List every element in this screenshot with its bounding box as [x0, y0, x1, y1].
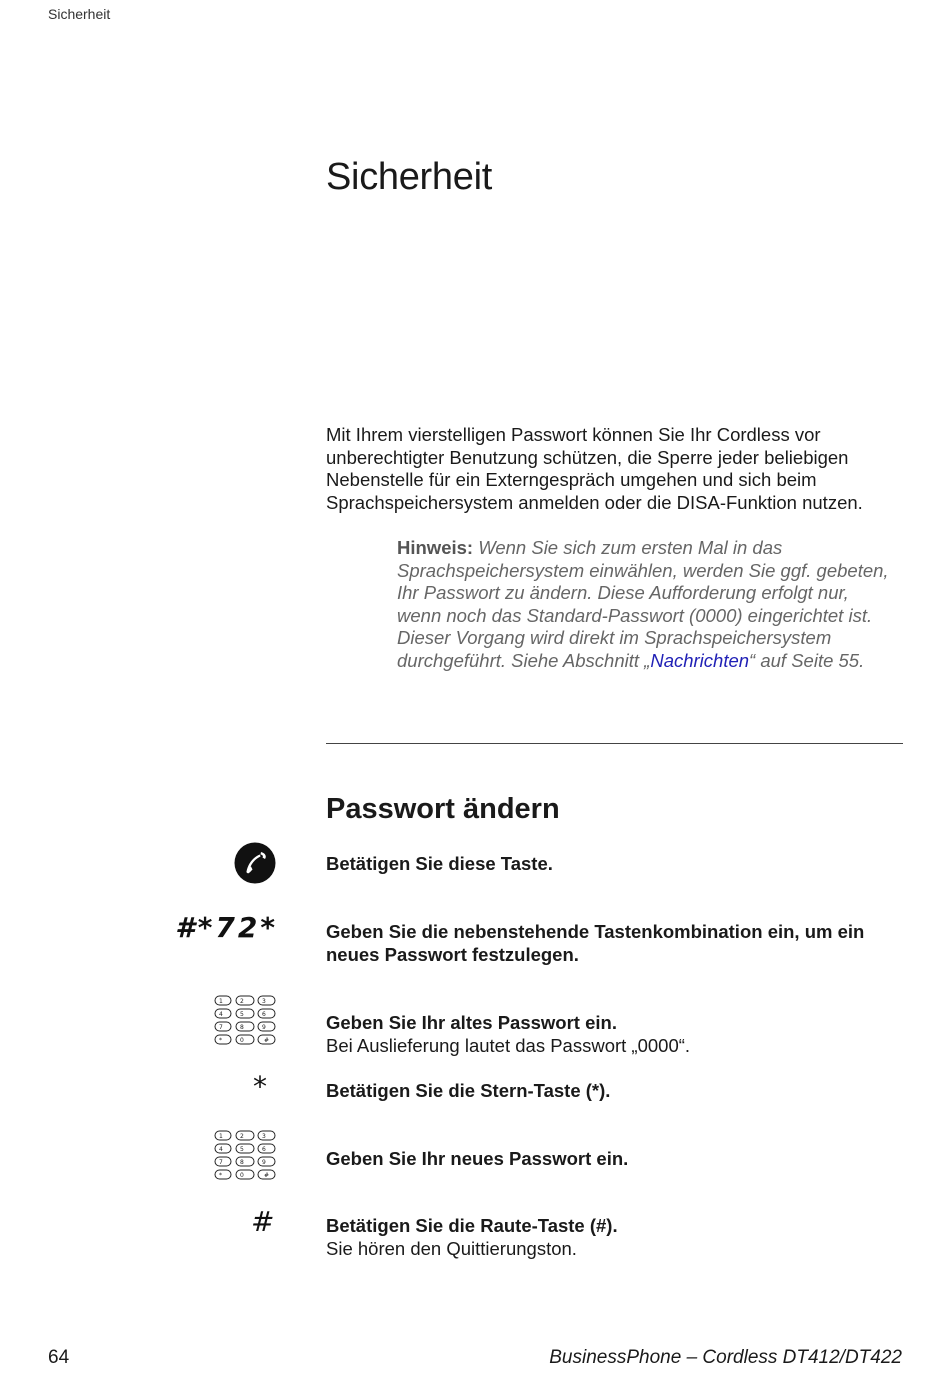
svg-text:2: 2	[240, 998, 244, 1005]
note-label: Hinweis:	[397, 537, 474, 558]
star-key-icon: *	[253, 1070, 267, 1103]
svg-text:4: 4	[219, 1146, 223, 1153]
note-text: Wenn Sie sich zum ersten Mal in das Sprachspeichersystem einwählen, werden Sie ggf. gebeten, Ihr Passwort zu ändern. Diese Aufforderung erfolgt nur, wenn noch das Standard-Passwort (0000) eingerichtet ist. Dieser Vorgang wird direkt im Sprachspeichersystem durchgeführt. Siehe Abschnitt „	[397, 537, 889, 671]
page-number: 64	[48, 1347, 70, 1368]
step-5-text	[326, 1148, 911, 1171]
keypad-icon	[214, 1130, 276, 1180]
intro-paragraph: Mit Ihrem vierstelligen Passwort können Sie Ihr Cordless vor unberechtigter Benutzung schützen, die Sperre jeder beliebigen Nebenstelle für ein Externgespräch umgehen und sich beim Sprachspeichersystem anmelden oder die DISA-Funktion nutzen.	[326, 424, 863, 513]
svg-text:1: 1	[219, 998, 223, 1005]
svg-text:5: 5	[240, 1146, 244, 1153]
hash-key-icon: #	[251, 1205, 275, 1238]
step-2-text	[326, 921, 911, 966]
svg-text:3: 3	[262, 998, 266, 1005]
svg-text:3: 3	[262, 1133, 266, 1140]
footer-doc-title: BusinessPhone – Cordless DT412/DT422	[549, 1347, 902, 1368]
svg-text:4: 4	[219, 1011, 223, 1018]
svg-text:5: 5	[240, 1011, 244, 1018]
note-paragraph	[397, 537, 897, 673]
step-1-text	[326, 853, 911, 876]
section-title: Passwort ändern	[326, 793, 560, 825]
phone-off-hook-icon	[234, 842, 276, 884]
step-3-instruction: Geben Sie Ihr altes Passwort ein.	[326, 1012, 617, 1033]
svg-text:#: #	[264, 1172, 270, 1179]
svg-text:8: 8	[240, 1024, 244, 1031]
svg-text:2: 2	[240, 1133, 244, 1140]
svg-text:0: 0	[240, 1172, 244, 1179]
running-header: Sicherheit	[48, 6, 111, 22]
svg-text:9: 9	[262, 1024, 266, 1031]
svg-text:6: 6	[262, 1146, 266, 1153]
step-4-text	[326, 1080, 911, 1103]
svg-text:#: #	[264, 1037, 270, 1044]
step-6-instruction: Betätigen Sie die Raute-Taste (#).	[326, 1215, 618, 1236]
step-5-instruction: Geben Sie Ihr neues Passwort ein.	[326, 1148, 629, 1169]
svg-text:*: *	[219, 1037, 222, 1044]
svg-text:0: 0	[240, 1037, 244, 1044]
svg-text:7: 7	[219, 1159, 223, 1166]
nachrichten-link[interactable]: Nachrichten	[650, 649, 750, 671]
step-6-text	[326, 1215, 911, 1260]
svg-text:9: 9	[262, 1159, 266, 1166]
page-title: Sicherheit	[326, 156, 492, 198]
svg-text:7: 7	[219, 1024, 223, 1031]
note-text-end: “ auf Seite 55.	[749, 649, 865, 671]
step-2-instruction: Geben Sie die nebenstehende Tastenkombination ein, um ein neues Passwort festzulegen.	[326, 921, 865, 965]
step-3-text	[326, 1012, 911, 1057]
svg-text:8: 8	[240, 1159, 244, 1166]
svg-text:*: *	[219, 1172, 222, 1179]
section-divider	[326, 743, 903, 744]
step-6-detail: Sie hören den Quittierungston.	[326, 1237, 577, 1259]
step-4-instruction: Betätigen Sie die Stern-Taste (*).	[326, 1080, 611, 1101]
svg-text:6: 6	[262, 1011, 266, 1018]
keypad-icon	[214, 995, 276, 1045]
step-3-detail: Bei Auslieferung lautet das Passwort „0000“.	[326, 1034, 691, 1056]
key-combination-icon: #*72*	[175, 911, 278, 944]
svg-text:1: 1	[219, 1133, 223, 1140]
step-1-instruction: Betätigen Sie diese Taste.	[326, 853, 553, 874]
